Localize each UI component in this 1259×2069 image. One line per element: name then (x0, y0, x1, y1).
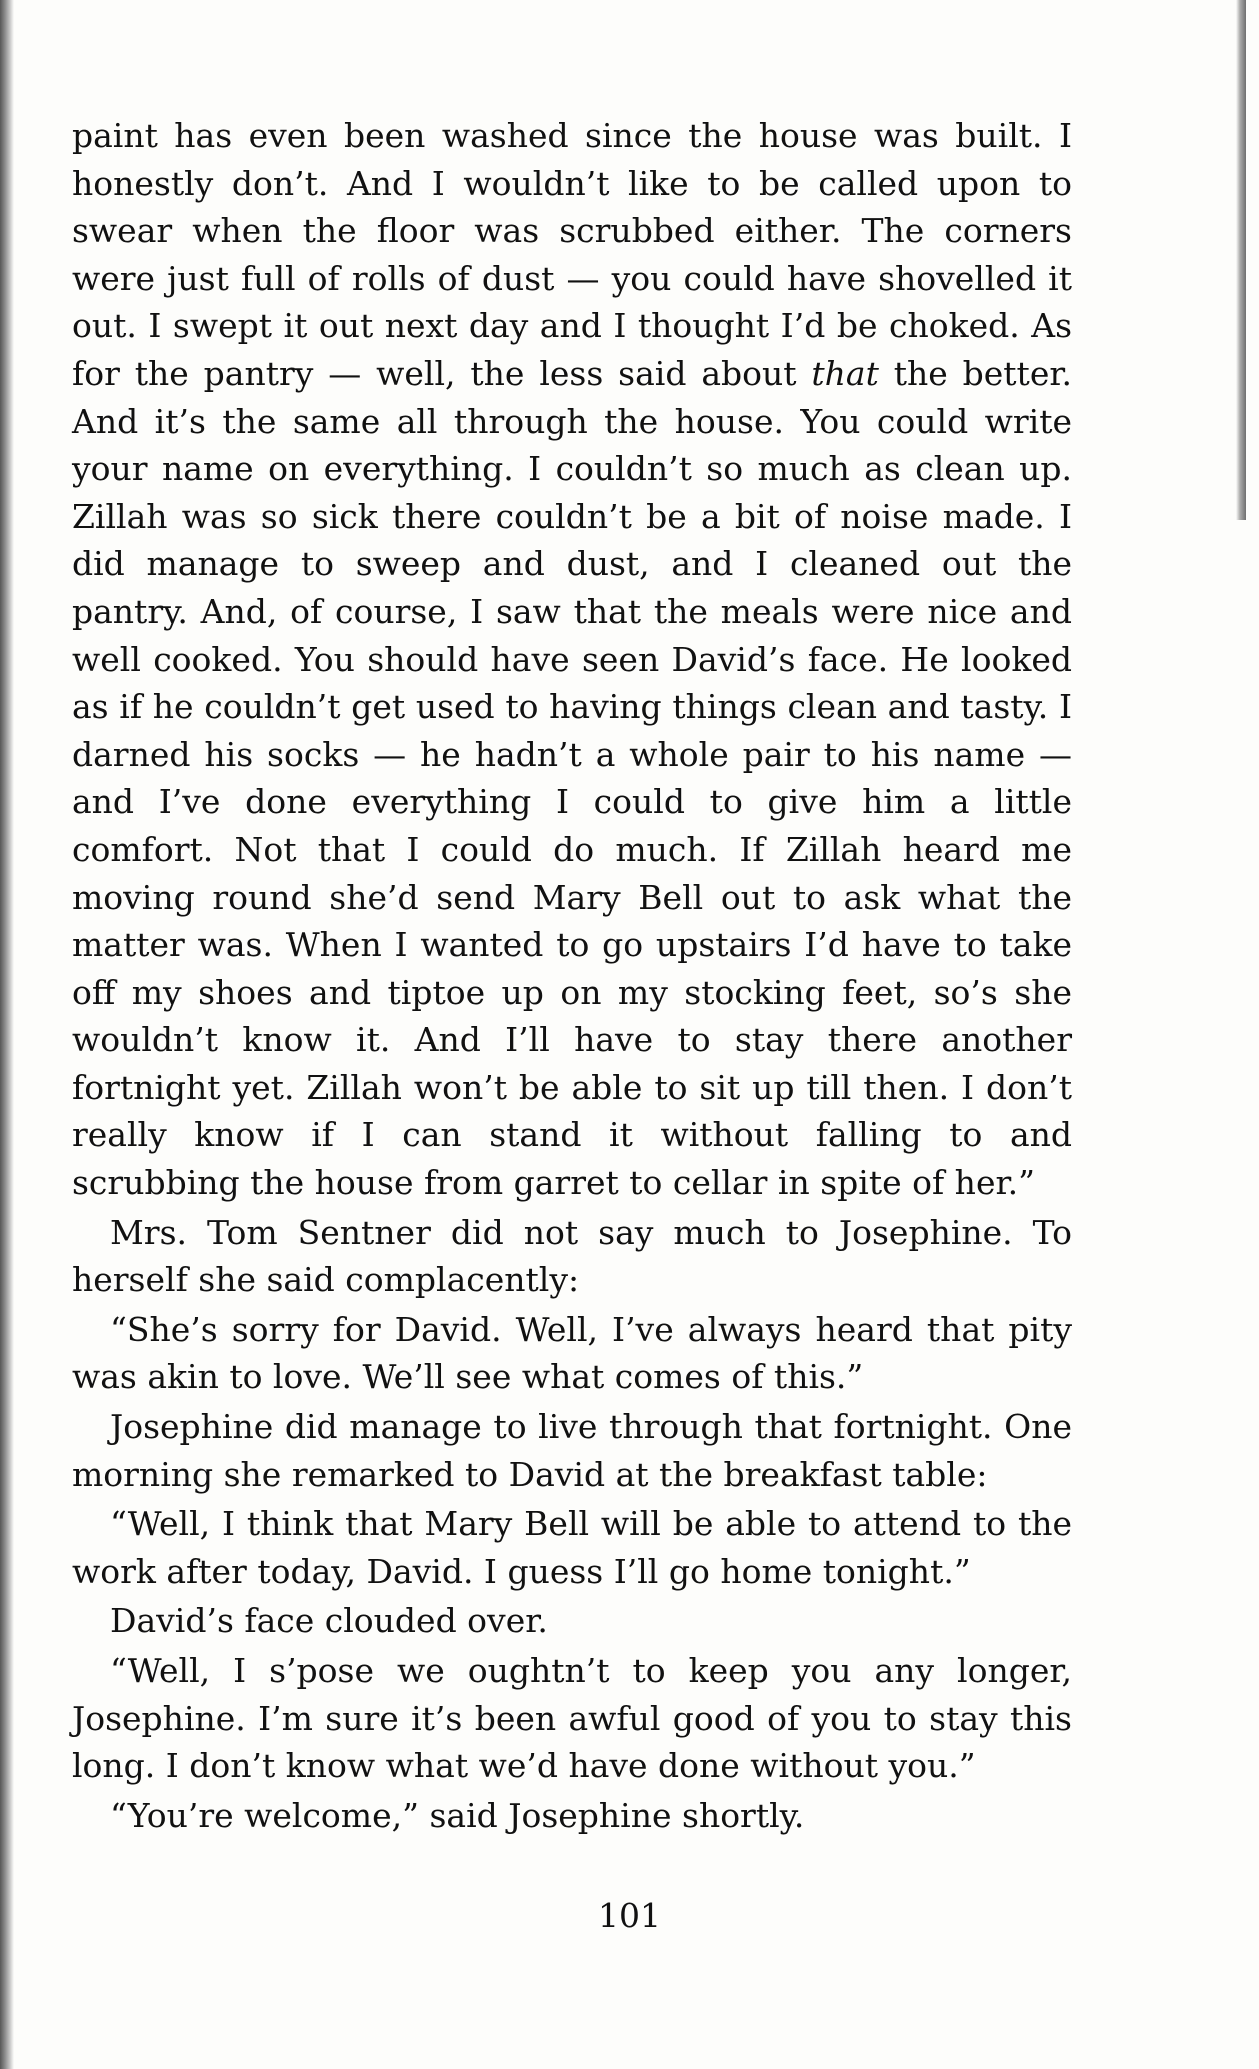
scan-gutter-shadow (0, 0, 14, 2069)
paragraph (72, 1597, 1072, 1645)
paragraph-text: “She’s sorry for David. Well, I’ve always heard that pity was akin to love. We’ll see what comes of this.” (72, 1309, 1072, 1397)
page-body-text (72, 112, 1072, 1839)
paragraph-text: Mrs. Tom Sentner did not say much to Josephine. To herself she said complacently: (72, 1212, 1072, 1300)
paragraph-text: paint has even been washed since the house was built. I honestly don’t. And I wouldn’t like to be called upon to swear when the floor was scrubbed either. The corners were just full of rolls of dust — you could have shovelled it out. I swept it out next day and I thought I’d be choked. As for the pantry — well, the less said about (72, 116, 1072, 393)
scan-edge-shadow (1236, 0, 1246, 520)
paragraph-text: David’s face clouded over. (110, 1601, 548, 1641)
paragraph (72, 1500, 1072, 1595)
paragraph (72, 1209, 1072, 1304)
paragraph (72, 112, 1072, 1207)
italic-text: that (811, 353, 879, 393)
paragraph-text: “Well, I think that Mary Bell will be able to attend to the work after today, David. I guess I’ll go home tonight.” (72, 1504, 1072, 1591)
paragraph (72, 1792, 1072, 1840)
page-number: 101 (598, 1896, 661, 1935)
paragraph-text: Josephine did manage to live through that fortnight. One morning she remarked to David at the breakfast table: (72, 1407, 1072, 1494)
paragraph-text: “You’re welcome,” said Josephine shortly. (110, 1795, 805, 1835)
paragraph (72, 1306, 1072, 1401)
paragraph (72, 1403, 1072, 1498)
paragraph-text: the better. And it’s the same all through the house. You could write your name on everything. I couldn’t so much as clean up. Zillah was so sick there couldn’t be a bit of noise made. I did manage to sweep and dust, and I cleaned out the pantry. And, of course, I saw that the meals were nice and well cooked. You should have seen David’s face. He looked as if he couldn’t get used to having things clean and tasty. I darned his socks — he hadn’t a whole pair to his name — and I’ve done everything I could to give him a little comfort. Not that I could do much. If Zillah heard me moving round she’d send Mary Bell out to ask what the matter was. When I wanted to go upstairs I’d have to take off my shoes and tiptoe up on my stocking feet, so’s she wouldn’t know it. And I’ll have to stay there another fortnight yet. Zillah won’t be able to sit up till then. I don’t really know if I can stand it without falling to and scrubbing the house from garret to cellar in spite of her.” (72, 353, 1072, 1203)
paragraph-text: “Well, I s’pose we oughtn’t to keep you any longer, Josephine. I’m sure it’s been awful good of you to stay this long. I don’t know what we’d have done without you.” (72, 1651, 1072, 1786)
paragraph (72, 1647, 1072, 1790)
